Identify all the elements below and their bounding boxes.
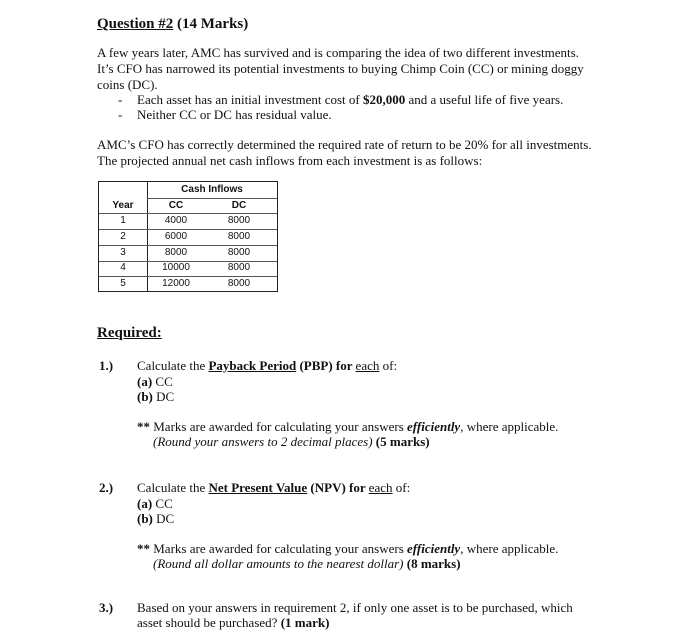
marks-note: (8 marks): [403, 556, 461, 571]
note-pre: Marks are awarded for calculating your answers: [150, 541, 408, 556]
table-cell-dc: 8000: [227, 247, 251, 258]
table-cell-cc: 4000: [164, 215, 188, 226]
marks-note: (5 marks): [372, 434, 430, 449]
rounding-note: (Round your answers to 2 decimal places): [153, 434, 373, 449]
table-cell-dc: 8000: [227, 231, 251, 242]
required-heading: Required:: [97, 325, 162, 341]
question-number: Question #2: [97, 16, 174, 32]
instruction-key: Net Present Value: [208, 480, 308, 495]
table-cell-dc: 8000: [227, 262, 251, 273]
bullet-text: [137, 92, 563, 108]
bullet-post: and a useful life of five years.: [405, 92, 564, 107]
rounding-note: (Round all dollar amounts to the nearest dollar): [153, 556, 404, 571]
instruction-post: of:: [379, 358, 398, 373]
bullet-item: [0, 107, 700, 123]
table-cell-year: 1: [120, 215, 126, 226]
cash-inflows-table: [98, 181, 278, 292]
bullet-item: [0, 92, 700, 108]
item-part-a: [137, 496, 173, 512]
instruction-mid: (PBP) for: [296, 358, 356, 373]
item-note-2: [153, 434, 430, 450]
item-part-b: [137, 511, 174, 527]
table-cell-year: 2: [120, 231, 126, 242]
instruction-post: of:: [392, 480, 411, 495]
header-cc: CC: [168, 200, 184, 211]
item-instruction: Based on your answers in requirement 2, if only one asset is to be purchased, which: [137, 600, 573, 615]
table-cell-year: 4: [120, 262, 126, 273]
item-instruction: [137, 480, 410, 496]
table-cell-dc: 8000: [227, 215, 251, 226]
instruction-each: each: [368, 480, 393, 495]
table-cell-cc: 6000: [164, 231, 188, 242]
table-cell-cc: 8000: [164, 247, 188, 258]
note-post: , where applicable.: [460, 541, 559, 556]
item-instruction: [137, 358, 397, 374]
table-cell-dc: 8000: [227, 278, 251, 289]
item-number: 3.): [99, 600, 114, 615]
table-cell-year: 3: [120, 247, 126, 258]
part-b-text: DC: [152, 511, 175, 526]
bullet-text: Neither CC or DC has residual value.: [137, 107, 332, 122]
instruction-key: Payback Period: [208, 358, 297, 373]
bullet-dash: -: [118, 92, 123, 107]
part-a-text: CC: [152, 374, 173, 389]
question-title: [97, 16, 248, 33]
note-emphasis: efficiently: [407, 541, 461, 556]
instruction-mid: (NPV) for: [307, 480, 369, 495]
bullet-dash: -: [118, 107, 123, 122]
note-stars: **: [137, 541, 150, 556]
header-dc: DC: [231, 200, 247, 211]
part-b-label: (b): [137, 389, 153, 404]
requirement-item-2: [0, 480, 700, 590]
item-note: [137, 541, 558, 557]
intro-line-1: A few years later, AMC has survived and is comparing the idea of two different investments.: [97, 45, 579, 60]
part-a-label: (a): [137, 374, 153, 389]
item-number: 1.): [99, 358, 114, 373]
item-number: 2.): [99, 480, 114, 495]
item-note-2: [153, 556, 461, 572]
item-part-a: [137, 374, 173, 390]
item-part-b: [137, 389, 174, 405]
note-pre: Marks are awarded for calculating your answers: [150, 419, 408, 434]
intro-line-3: coins (DC).: [97, 77, 158, 92]
part-b-label: (b): [137, 511, 153, 526]
table-cell-cc: 10000: [162, 262, 190, 273]
note-stars: **: [137, 419, 150, 434]
item-note: [137, 419, 558, 435]
rate-line-1: AMC’s CFO has correctly determined the required rate of return to be 20% for all investments.: [97, 137, 592, 152]
part-a-label: (a): [137, 496, 153, 511]
instruction-pre: asset should be purchased?: [137, 615, 281, 630]
rate-line-2: The projected annual net cash inflows from each investment is as follows:: [97, 153, 483, 168]
question-marks: (14 Marks): [173, 16, 249, 32]
item-instruction-2: [137, 615, 329, 631]
table-cell-year: 5: [120, 278, 126, 289]
instruction-pre: Calculate the: [137, 358, 209, 373]
intro-line-2: It’s CFO has narrowed its potential investments to buying Chimp Coin (CC) or mining doggy: [97, 61, 584, 76]
instruction-each: each: [355, 358, 380, 373]
part-b-text: DC: [152, 389, 175, 404]
marks-note: (1 mark): [280, 615, 330, 630]
requirement-item-3: [0, 600, 700, 630]
table-cell-cc: 12000: [162, 278, 190, 289]
instruction-pre: Calculate the: [137, 480, 209, 495]
bullet-pre: Each asset has an initial investment cost of: [137, 92, 363, 107]
bullet-cost: $20,000: [363, 92, 406, 107]
requirement-item-1: [0, 358, 700, 468]
note-emphasis: efficiently: [407, 419, 461, 434]
part-a-text: CC: [152, 496, 173, 511]
note-post: , where applicable.: [460, 419, 559, 434]
group-header: Cash Inflows: [181, 184, 243, 195]
header-year: Year: [112, 200, 134, 211]
